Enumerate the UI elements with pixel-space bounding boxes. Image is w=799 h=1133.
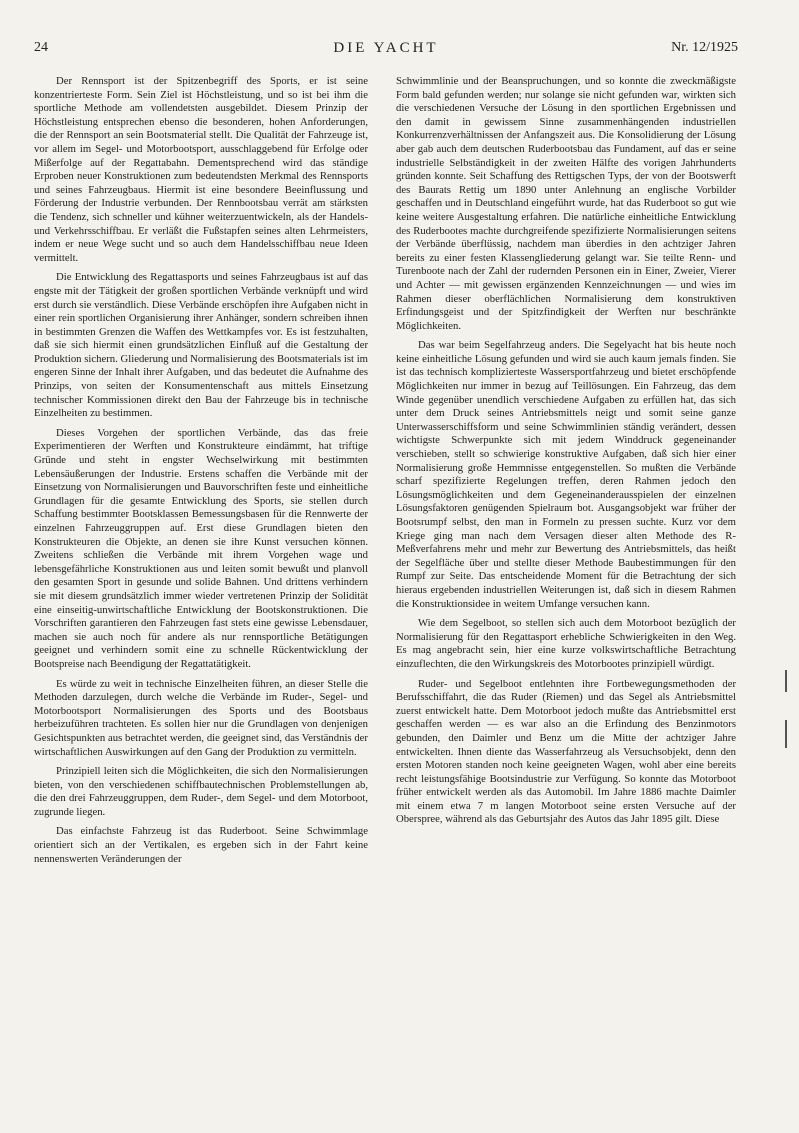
page-number: 24	[34, 40, 48, 55]
paragraph: Ruder- und Segelboot entlehnten ihre Fortbewegungsmethoden der Berufsschiffahrt, die das Ruder (Riemen) und das Segel als Antriebsmittel zuerst entwickelt hatte. Dem Motorboot jedoch mußte das Antriebsmittel erst geschaffen werden — es war also an die Erfindung des Benzinmotors gebunden, den Daimler und Benz um die Mitte der achtziger Jahre entwickelten. Ihnen diente das Wasserfahrzeug als Versuchsobjekt, denn den ersten Motoren standen noch keine geeigneten Wagen, wohl aber eine bereits recht leistungsfähige Bootsindustrie zur Verfügung. So konnte das Motorboot früher entwickelt werden als das Automobil. Im Jahre 1886 machte Daimler mit einem etwa 7 m langen Motorboot seine ersten Versuche auf der Oberspree, während als das Geburtsjahr des Autos das Jahr 1895 gilt. Diese	[396, 677, 736, 826]
margin-scan-marks	[781, 670, 787, 750]
right-column	[396, 75, 736, 833]
running-title: DIE YACHT	[333, 40, 439, 56]
paragraph: Dieses Vorgehen der sportlichen Verbände, das das freie Experimentieren der Werften und Konstrukteure eindämmt, hat triftige Gründe und steht in engster Wechselwirkung mit bestimmten Lebensäußerungen der Industrie. Erstens schaffen die Verbände mit der Einsetzung von Normalisierungen und Bauvorschriften feste und einheitliche Grundlagen für die gesamte Entwicklung des Sports, sie stellen durch Schaffung bestimmter Bootsklassen Bemessungsbasen für die Rennwerte der einzelnen Fahrzeuggruppen auf. Erst diese Grundlagen bieten den Konstrukteuren die Objekte, an denen sie ihre Kunst versuchen können. Zweitens schließen die Verbände mit ihrem Vorgehen wage und lebensgefährliche Konstruktionen aus und leiten somit bewußt und planvoll den gesamten Sport in gesunde und solide Bahnen. Und drittens verhindern sie mit diesem grundsätzlich immer wieder vertretenen Prinzip der Solidität eine einseitig-unwirtschaftliche Entwicklung der Bootskonstruktionen. Die Vorschriften garantieren den Fahrzeugen fast stets eine gewisse Lebensdauer, machen sie auch noch für andere als nur rennsportliche Betätigungen geeignet und verhindern somit eine zu schnelle Rückentwicklung der Bootspreise nach Beendigung der Regattatätigkeit.	[34, 426, 368, 670]
paragraph: Der Rennsport ist der Spitzenbegriff des Sports, er ist seine konzentrierteste Form. Sein Ziel ist Höchstleistung, und so ist bei ihm die sportliche Methode am vollendetsten ausgebildet. Diesem Prinzip der Höchstleistung entsprechen ebenso die besonderen, hohen Anforderungen, die der Rennsport an sein Bootsmaterial stellt. Die Qualität der Fahrzeuge ist, vor allem im Segel- und Motorbootsport, ausschlaggebend für Erfolge oder Mißerfolge auf der Regattabahn. Dementsprechend wird das ständige Erproben neuer Konstruktionen zum bedeutendsten Merkmal des Rennsports und seines Fahrzeugbaus. Hiermit ist eine besondere Beeinflussung und Förderung der Industrie verbunden. Der Rennbootsbau verrät am stärksten die Tendenz, sich schneller und kühner weiterzuentwickeln, als der Handels- und Verkehrsschiffbau. Er verläßt die Fußstapfen seines alten Lehrmeisters, indem er neue Wege sucht und so auch dem Handelsschiffbau neue Ideen vermittelt.	[34, 75, 368, 264]
scan-mark	[785, 720, 787, 748]
paragraph: Es würde zu weit in technische Einzelheiten führen, an dieser Stelle die Methoden darzulegen, durch welche die Verbände im Ruder-, Segel- und Motorbootsport Normalisierungen des Sports und des Bootsbaus herbeizuführen trachteten. Es sollen hier nur die Grundlagen von denjenigen Gesichtspunkten aus betrachtet werden, die geeignet sind, das Verständnis der wirtschaftlichen Auswirkungen auf den Gang der Produktion zu vermitteln.	[34, 677, 368, 758]
paragraph: Das war beim Segelfahrzeug anders. Die Segelyacht hat bis heute noch keine einheitliche Lösung gefunden und wird sie auch kaum jemals finden. Sie ist das technisch komplizierteste Wassersportfahrzeug und bietet erschöpfende Möglichkeiten nur immer in bezug auf Teillösungen. Ein Fahrzeug, das dem Winde gegenüber unendlich verschiedene Aufgaben zu erfüllen hat, das sich unter dem Druck seines Antriebsmittels neigt und somit seine ganze Unterwasserschiffsform und seine Schwimmlinien ständig verändert, dessen wichtigste Schwerpunkte sich mit jedem Winddruck gegeneinander verschieben, stellt so schwierige konstruktive Aufgaben, daß sich hier einer Normalisierung große Hemmnisse entgegenstellen. So mußten die Verbände scharf spezifizierte Regelungen treffen, deren Rahmen jedoch den Lösungsmöglichkeiten und dem Gegeneinanderausspielen der einzelnen Lösungsfaktoren genügenden Spielraum bot. Ausgangsobjekt war früher der Bootsrumpf selbst, den man in Formeln zu pressen suchte. Kurz vor dem Kriege ging man nach dem Versagen dieser alten Methode des R-Meßverfahrens mehr und mehr zur Bewertung des Antriebsmittels, das heißt der Segelfläche über und stellte dieser Methode Baubestimmungen für den Rumpf zur Seite. Das entscheidende Moment für die Betrachtung der sich hieraus ergebenden industriellen Weiterungen ist, daß sich in diesem Rahmen die Konstruktionsidee in weitem Umfange versuchen kann.	[396, 339, 736, 610]
left-column	[34, 75, 368, 872]
paragraph: Das einfachste Fahrzeug ist das Ruderboot. Seine Schwimmlage orientiert sich an der Vertikalen, es ergeben sich in der Fahrt keine nennenswerten Veränderungen der	[34, 825, 368, 865]
issue-number: Nr. 12/1925	[671, 40, 738, 55]
page-header	[34, 40, 738, 60]
paragraph: Schwimmlinie und der Beanspruchungen, und so konnte die zweckmäßigste Form bald gefunden werden; nur solange sie nicht gefunden war, wirkten sich die verschiedenen Versuche der Lösung in den sportlichen Ergebnissen und den damit in gewissem Sinne zusammenhängenden industriellen Konkurrenzverhältnissen der Anfangszeit aus. Die Konsolidierung der Lösung aber gab auch dem deutschen Ruderbootsbau das Fundament, auf das er seine industrielle Selbständigkeit in der zweiten Hälfte des vorigen Jahrhunderts gründen konnte. Seit Schaffung des Rettigschen Typs, der von der Bootswerft des Baurats Rettig um 1890 unter Anlehnung an englische Vorbilder geschaffen und in Deutschland eingeführt wurde, hat das Ruderboot so gut wie keine weitere Ausgestaltung erfahren. Die natürliche einheitliche Entwicklung des Ruderbootes machte durchgreifende spezifizierte Normalisierungen seitens der Verbände überflüssig, nachdem man überdies in den achtziger Jahren bereits zu einer festen Klassengliederung gelangt war. Sie teilte Renn- und Turenboote nach der Zahl der rudernden Personen ein in Einer, Zweier, Vierer und Achter — mit gewissen ergänzenden Kennzeichnungen — und wies im Rahmen dieser oberflächlichen Normalisierung dem konstruktiven Erfindungsgeist und der Spitzfindigkeit der Werften nur beschränkte Möglichkeiten.	[396, 75, 736, 332]
paragraph: Wie dem Segelboot, so stellen sich auch dem Motorboot bezüglich der Normalisierung für den Regattasport erhebliche Schwierigkeiten in den Weg. Es mag angebracht sein, hier eine kurze volkswirtschaftliche Betrachtung einzuflechten, die den Wirkungskreis des Motorbootes prinzipiell würdigt.	[396, 617, 736, 670]
paragraph: Prinzipiell leiten sich die Möglichkeiten, die sich den Normalisierungen bieten, von den verschiedenen schiffbautechnischen Problemstellungen ab, die den drei Fahrzeuggruppen, dem Ruder-, dem Segel- und dem Motorboot, zugrunde liegen.	[34, 765, 368, 818]
scan-mark	[785, 670, 787, 692]
paragraph: Die Entwicklung des Regattasports und seines Fahrzeugbaus ist auf das engste mit der Tätigkeit der großen sportlichen Verbände verknüpft und wird erst durch sie verständlich. Diese Verbände erschöpfen ihre Aufgaben nicht in einer rein sportlichen Organisierung ihrer Anhänger, sondern schreiben ihnen in bestimmten Grenzen die Waffen des Wettkampfes vor. Es ist festzuhalten, daß sie sich hiermit einen grundsätzlichen Einfluß auf die Gestaltung der Produktion sichern. Gliederung und Normalisierung des Bootsmaterials ist im engeren Sinne der Inhalt ihrer Aufgaben, und das bedeutet die Aufnahme des Prinzips, von seiten der Konsumentenschaft aus mittels Einsetzung technischer Kommissionen direkt den Bau der Fahrzeuge bis in technische Einzelheiten zu bestimmen.	[34, 271, 368, 420]
